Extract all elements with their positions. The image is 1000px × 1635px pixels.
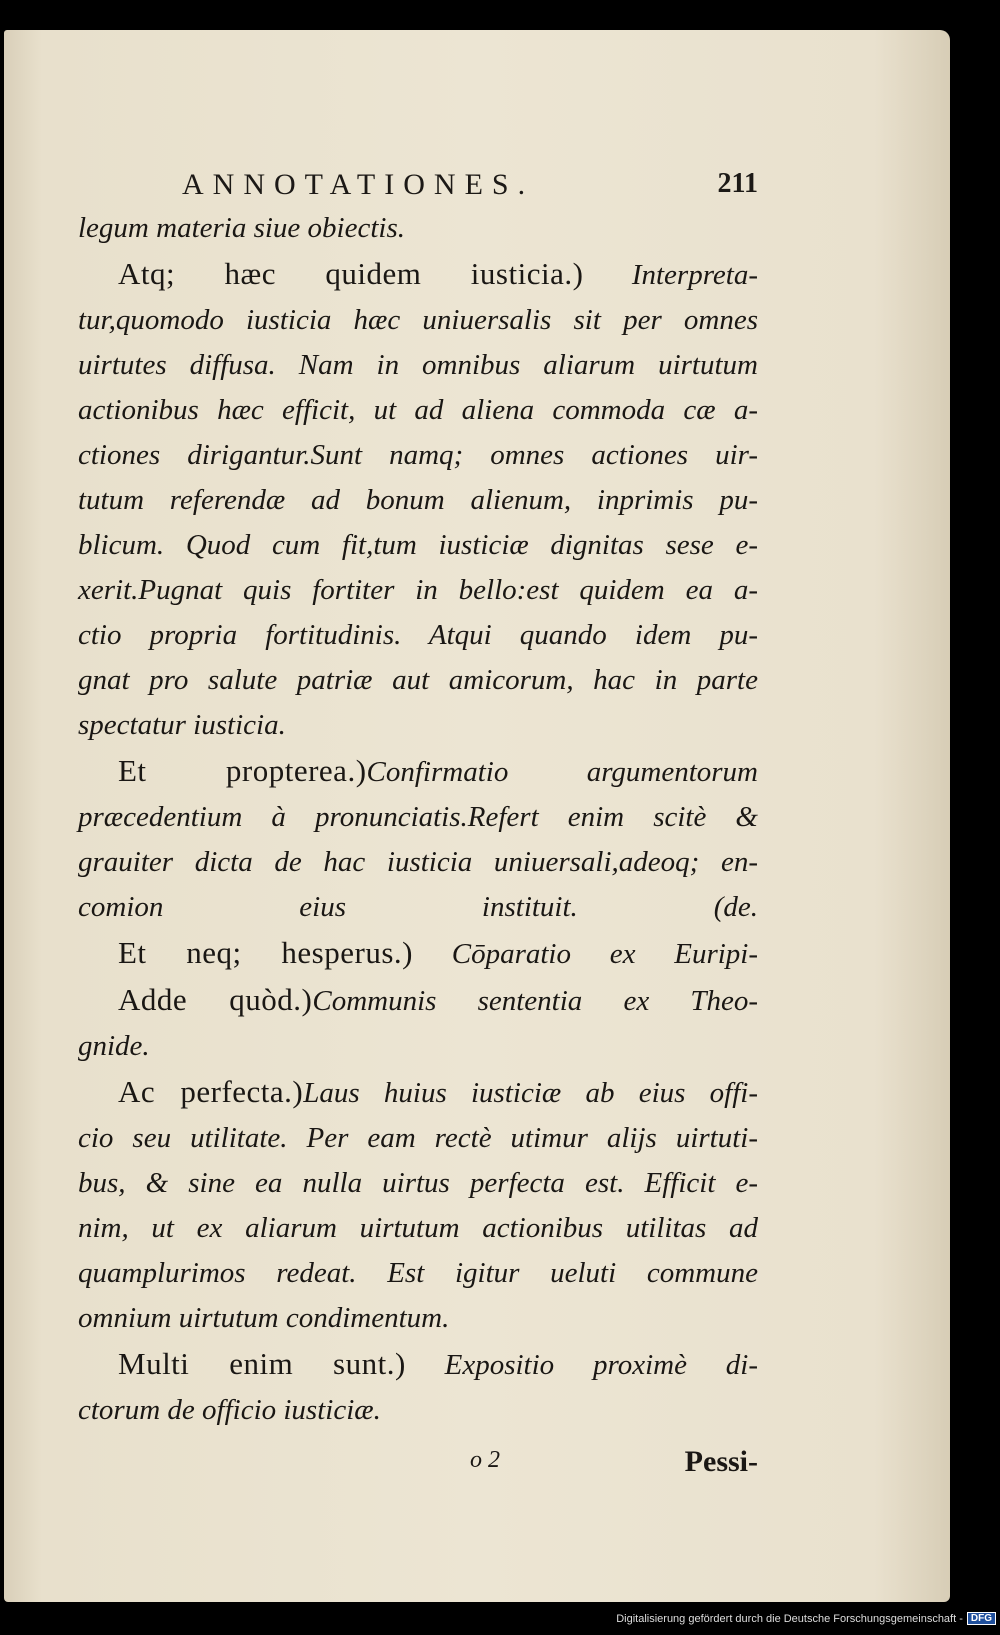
line-text: quamplurimos redeat. Est igitur ueluti commune: [78, 1257, 758, 1289]
text-line: [78, 343, 758, 388]
page-number: 211: [717, 168, 758, 199]
line-text: Interpreta-: [583, 259, 758, 291]
text-line: [78, 1024, 758, 1069]
text-line: [78, 930, 758, 977]
line-text: ctorum de officio iusticiæ.: [78, 1394, 381, 1426]
lemma: Et neq; hesperus.): [118, 935, 413, 970]
line-text: præcedentium à pronunciatis.Refert enim scitè &: [78, 801, 758, 833]
text-line: [78, 885, 758, 930]
lemma: Et propterea.): [118, 753, 367, 788]
book-page: [4, 30, 950, 1602]
line-text: gnide.: [78, 1030, 150, 1062]
line-text: Cōparatio ex Euripi-: [412, 938, 759, 970]
text-line: [78, 298, 758, 343]
line-text: Confirmatio argumentorum: [366, 756, 758, 788]
signature-mark: o 2: [470, 1447, 500, 1473]
line-text: Communis sententia ex Theo-: [312, 985, 758, 1017]
text-line: [78, 388, 758, 433]
text-line: [78, 1206, 758, 1251]
text-line: [78, 1341, 758, 1388]
line-text: omnium uirtutum condimentum.: [78, 1302, 450, 1334]
dfg-credit-text: Digitalisierung gefördert durch die Deutsche Forschungsgemeinschaft -: [616, 1612, 963, 1625]
text-line: [78, 1161, 758, 1206]
text-line: [78, 251, 758, 298]
line-text: gnat pro salute patriæ aut amicorum, hac in parte: [78, 664, 758, 696]
page-header: [78, 162, 758, 206]
text-line: [78, 613, 758, 658]
page-footer: [78, 1447, 758, 1507]
text-line: [78, 523, 758, 568]
line-text: Expositio proximè di-: [405, 1349, 758, 1381]
text-line: [78, 977, 758, 1024]
text-line: [78, 748, 758, 795]
catchword: Pessi-: [684, 1445, 758, 1478]
text-line: [78, 1296, 758, 1341]
line-text: spectatur iusticia.: [78, 709, 286, 741]
text-line: [78, 433, 758, 478]
line-text: nim, ut ex aliarum uirtutum actionibus utilitas ad: [78, 1212, 758, 1244]
line-text: tutum referendæ ad bonum alienum, inprimis pu-: [78, 484, 758, 516]
dfg-credit-strip: [0, 1602, 1000, 1635]
lemma: Adde quòd.): [118, 982, 313, 1017]
dfg-logo: DFG: [967, 1612, 996, 1625]
line-text: bus, & sine ea nulla uirtus perfecta est. Efficit e-: [78, 1167, 758, 1199]
line-text: Laus huius iusticiæ ab eius offi-: [303, 1077, 758, 1109]
text-line: [78, 1069, 758, 1116]
line-text: ctio propria fortitudinis. Atqui quando idem pu-: [78, 619, 758, 651]
running-head: ANNOTATIONES.: [182, 168, 535, 201]
line-text: cio seu utilitate. Per eam rectè utimur alijs uirtuti-: [78, 1122, 758, 1154]
text-line: [78, 658, 758, 703]
line-text: ctiones dirigantur.Sunt namq; omnes actiones uir-: [78, 439, 758, 471]
text-line: [78, 478, 758, 523]
text-line: [78, 703, 758, 748]
lemma: Multi enim sunt.): [118, 1346, 406, 1381]
line-text: tur,quomodo iusticia hæc uniuersalis sit per omnes: [78, 304, 758, 336]
text-line: [78, 1251, 758, 1296]
line-text: blicum. Quod cum fit,tum iusticiæ dignitas sese e-: [78, 529, 758, 561]
line-text: comion eius instituit. (de.: [78, 891, 758, 923]
text-line: [78, 1388, 758, 1433]
lemma: Atq; hæc quidem iusticia.): [118, 256, 584, 291]
text-line: [78, 1116, 758, 1161]
line-text: legum materia siue obiectis.: [78, 212, 406, 244]
text-block: [78, 162, 758, 1507]
text-line: [78, 795, 758, 840]
text-line: [78, 568, 758, 613]
line-text: grauiter dicta de hac iusticia uniuersali,adeoq; en-: [78, 846, 758, 878]
body-text: [78, 206, 758, 1433]
line-text: uirtutes diffusa. Nam in omnibus aliarum uirtutum: [78, 349, 758, 381]
line-text: actionibus hæc efficit, ut ad aliena commoda cæ a-: [78, 394, 758, 426]
line-text: xerit.Pugnat quis fortiter in bello:est quidem ea a-: [78, 574, 758, 606]
text-line: [78, 206, 758, 251]
text-line: [78, 840, 758, 885]
lemma: Ac perfecta.): [118, 1074, 304, 1109]
